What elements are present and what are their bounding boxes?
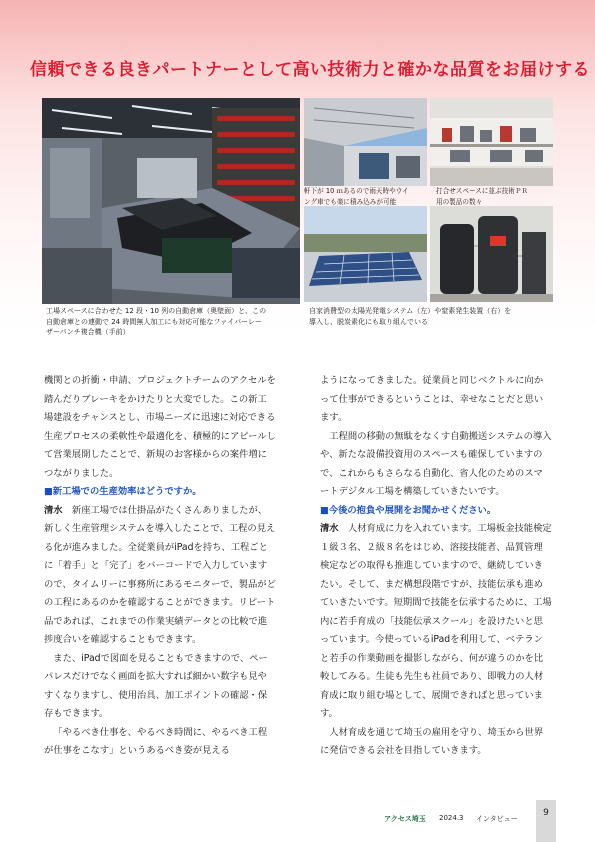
paragraph: ようになってきました。従業員と同じベクトルに向かって仕事ができるということは、幸せなことだと思います。 — [320, 375, 544, 423]
page-number: 9 — [543, 808, 549, 818]
answer-paragraph — [320, 520, 552, 724]
page-footer — [0, 808, 595, 828]
magazine-name: アクセス埼玉 — [384, 815, 426, 823]
showcase-photo — [430, 98, 553, 186]
article-headline: 信頼できる良きパートナーとして高い技術力と確かな品質をお届けする — [30, 60, 590, 80]
caption-line: ザーパンチ複合機（手前） — [46, 328, 130, 336]
section-name: インタビュー — [476, 815, 518, 823]
factory-photo — [42, 98, 300, 304]
nitrogen-generator-photo — [430, 206, 553, 302]
page-number-box — [536, 800, 556, 842]
caption-line: 用の製品の数々 — [436, 197, 483, 206]
factory-photo-caption — [46, 306, 301, 338]
paragraph: また、iPadで図面を見ることもできますので、ペーパレスだけでなく画面を拡大すれば細かい数字も見やすくなりますし、使用治具、加工ポイントの確認・保存もできます。 — [44, 652, 268, 719]
loading-bay-caption — [304, 186, 429, 207]
caption-line: 自動倉庫との連動で 24 時間無人加工にも対応可能なファイバーレー — [46, 317, 262, 326]
paragraph: 「やるべき仕事を、やるべき時間に、やるべき工程が仕事をこなす」というあるべき姿が見える — [44, 726, 268, 756]
speaker-name: 清水 — [44, 504, 63, 516]
caption-line: 工場スペースに合わせた 12 段・10 列の自動倉庫（奥壁面）と、この — [46, 307, 267, 315]
loading-bay-photo — [304, 98, 427, 186]
paragraph: 機関との折衝・申請、プロジェクトチームのアクセルを踏んだりブレーキをかけたりと大変でした。この新工場建設をチャンスとし、市場ニーズに迅速に対応できる生産プロセスの柔軟性や最適化を、積極的にアピールして営業展開したことで、新規のお客様からの案件増につながりました。 — [44, 375, 276, 479]
showcase-caption — [436, 186, 556, 207]
eco-equipment-caption — [309, 306, 559, 327]
answer-paragraph — [44, 502, 276, 650]
caption-line: ング車でも楽に積み込みが可能 — [304, 197, 397, 206]
solar-photo — [304, 206, 427, 302]
interview-question: ■今後の抱負や展開をお聞かせください。 — [320, 504, 497, 516]
answer-text: 人材育成に力を入れています。工場板金技能検定１級３名、２級８名をはじめ、溶接技能者、品質管理検定などの取得も推進していますので、継続していきたい。そして、まだ構想段階ですが、技能伝承も進めていきたいです。短期間で技能を伝承するために、工場内に若手育成の「技能伝承スクール」を設けたいと思っています。今使っているiPadを利用して、ベテランと若手の作業動画を撮影しながら、何が違うのかを比較してみる。生徒も先生も社員であり、即戦力の人材育成に取り組む場として、展開できればと思っています。 — [320, 523, 552, 719]
paragraph: 工程間の移動の無駄をなくす自動搬送システムの導入や、新たな設備投資用のスペースも確保していますので、これからもさらなる自動化、省人化のためのスマートデジタル工場を構築していきたいです。 — [320, 430, 552, 497]
caption-line: 軒下が 10 ｍあるので雨天時やウイ — [304, 187, 409, 195]
answer-text: 新座工場では仕掛品がたくさんありましたが、新しく生産管理システムを導入したことで、工程の見える化が進みました。全従業員がiPadを持ち、工程ごとに「着手」と「完了」をバーコードで入力していますので、タイムリーに事務所にあるモニターで、製品がどの工程にあるのかを確認することができます。リピート品であれば、これまでの作業実績データとの比較で進捗度合いを確認することもできます。 — [44, 504, 276, 645]
paragraph: 人材育成を通じて埼玉の雇用を守り、埼玉から世界に発信できる会社を目指していきます。 — [320, 726, 544, 756]
article-right-column — [320, 372, 552, 761]
issue-date: 2024.3 — [439, 814, 464, 822]
caption-line: 自家消費型の太陽光発電システム（左）や窒素発生装置（右）を — [309, 307, 512, 315]
interview-question: ■新工場での生産効率はどうですか。 — [44, 486, 202, 497]
speaker-name: 清水 — [320, 523, 339, 534]
caption-line: 打合せスペースに並ぶ技術ＰＲ — [436, 187, 528, 195]
article-left-column — [44, 372, 276, 761]
caption-line: 導入し、脱炭素化にも取り組んでいる — [309, 317, 428, 326]
